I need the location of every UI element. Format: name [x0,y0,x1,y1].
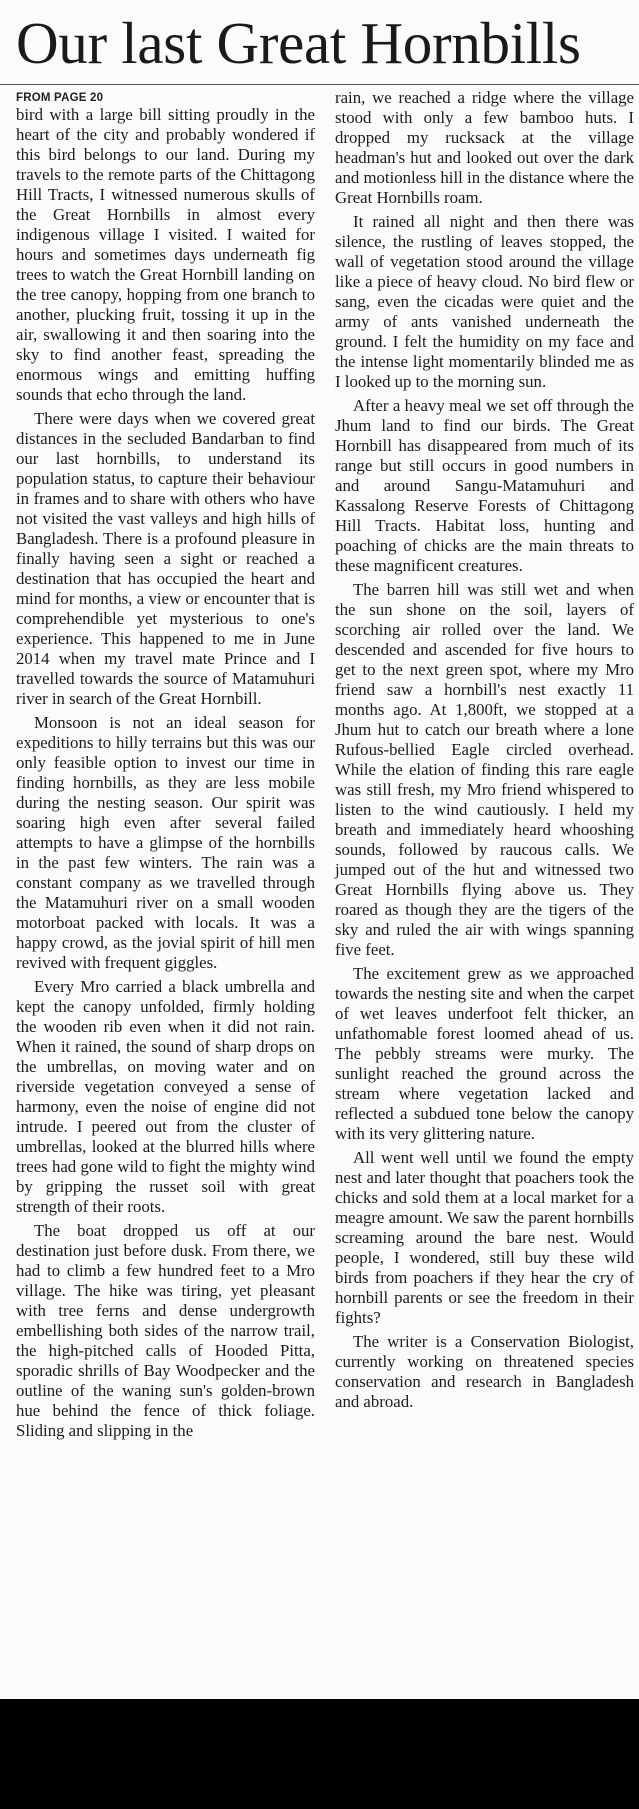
paragraph: All went well until we found the empty nest and later thought that poachers took the chicks and sold them at a local market for a meagre amount. We saw the parent hornbills screaming around the bare nest. Would people, I wondered, still buy these wild birds from poachers if they hear the cry of hornbill parents or see the freedom in their fights? [335,1148,634,1327]
paragraph: It rained all night and then there was silence, the rustling of leaves stopped, the wall of vegetation stood around the village like a piece of heavy cloud. No bird flew or sang, even the cicadas were quiet and the army of ants vanished underneath the ground. I felt the humidity on my face and the intense light momentarily blinded me as I looked up to the morning sun. [335,212,634,391]
paragraph: After a heavy meal we set off through the Jhum land to find our birds. The Great Hornbill has disappeared from much of its range but still occurs in good numbers in and around Sangu-Matamuhuri and Kassalong Reserve Forests of Chittagong Hill Tracts. Habitat loss, hunting and poaching of chicks are the main threats to these magnificent creatures. [335,396,634,575]
author-bio: The writer is a Conservation Biologist, currently working on threatened species conservation and research in Bangladesh and abroad. [335,1332,634,1411]
paragraph: The boat dropped us off at our destination just before dusk. From there, we had to climb a few hundred feet to a Mro village. The hike was tiring, yet pleasant with tree ferns and dense undergrowth embellishing both sides of the narrow trail, the high-pitched calls of Hooded Pitta, sporadic shrills of Bay Woodpecker and the outline of the waning sun's golden-brown hue behind the fence of thick foliage. Sliding and slipping in the [16,1221,315,1440]
paragraph: The excitement grew as we approached towards the nesting site and when the carpet of wet leaves underfoot felt thicker, an unfathomable forest loomed ahead of us. The pebbly streams were murky. The sunlight reached the ground across the stream where vegetation lacked and reflected a subdued tone below the canopy with its very glittering nature. [335,964,634,1143]
continued-from-label: FROM PAGE 20 [16,92,104,104]
paragraph: bird with a large bill sitting proudly in the heart of the city and probably wondered if this bird belongs to our land. During my travels to the remote parts of the Chittagong Hill Tracts, I witnessed numerous skulls of the Great Hornbills in almost every indigenous village I visited. I waited for hours and sometimes days underneath fig trees to watch the Great Hornbill landing on the tree canopy, hopping from one branch to another, plucking fruit, tossing it up in the air, swallowing it and then soaring into the sky to find another feast, spreading the enormous wings and emitting huffing sounds that echo through the land. [16,105,315,404]
headline: Our last Great Hornbills [16,10,581,76]
paragraph: Every Mro carried a black umbrella and kept the canopy unfolded, firmly holding the wooden rib even when it did not rain. When it rained, the sound of sharp drops on the umbrellas, on moving water and on riverside vegetation conveyed a sense of harmony, even the noise of engine did not intrude. I peered out from the cluster of umbrellas, looked at the blurred hills where trees had gone wild to fight the mighty wind by gripping the russet soil with great strength of their roots. [16,977,315,1216]
paragraph: Monsoon is not an ideal season for expeditions to hilly terrains but this was our only feasible option to invest our time in finding hornbills, as they are less mobile during the nesting season. Our spirit was soaring high even after several failed attempts to have a glimpse of the hornbills in the past few winters. The rain was a constant company as we travelled through the Matamuhuri river on a small wooden motorboat packed with locals. It was a happy crowd, as the jovial spirit of hill men revived with frequent giggles. [16,713,315,972]
article-column-right [335,88,634,1416]
article-column-left [16,88,315,1445]
headline-rule [0,84,639,85]
paragraph: There were days when we covered great distances in the secluded Bandarban to find our last hornbills, to understand its population status, to capture their behaviour in frames and to share with others who have not visited the vast valleys and high hills of Bangladesh. There is a profound pleasure in finally having seen a sight or reached a destination that has occupied the heart and mind for months, a view or encounter that is comprehendible yet mysterious to one's experience. This happened to me in June 2014 when my travel mate Prince and I travelled towards the source of Matamuhuri river in search of the Great Hornbill. [16,409,315,708]
paragraph: The barren hill was still wet and when the sun shone on the soil, layers of scorching air rolled over the land. We descended and ascended for five hours to get to the next green spot, where my Mro friend saw a hornbill's nest exactly 11 months ago. At 1,800ft, we stopped at a Jhum hut to catch our breath where a lone Rufous-bellied Eagle circled overhead. While the elation of finding this rare eagle was still fresh, my Mro friend whispered to listen to the wind cautiously. I held my breath and immediately heard whooshing sounds, followed by raucous calls. We jumped out of the hut and witnessed two Great Hornbills flying above us. They roared as though they are the tigers of the sky and ruled the air with wings spanning five feet. [335,580,634,959]
black-border [0,1699,639,1809]
paragraph: rain, we reached a ridge where the village stood with only a few bamboo huts. I dropped my rucksack at the village headman's hut and looked out over the dark and motionless hill in the distance where the Great Hornbills roam. [335,88,634,207]
